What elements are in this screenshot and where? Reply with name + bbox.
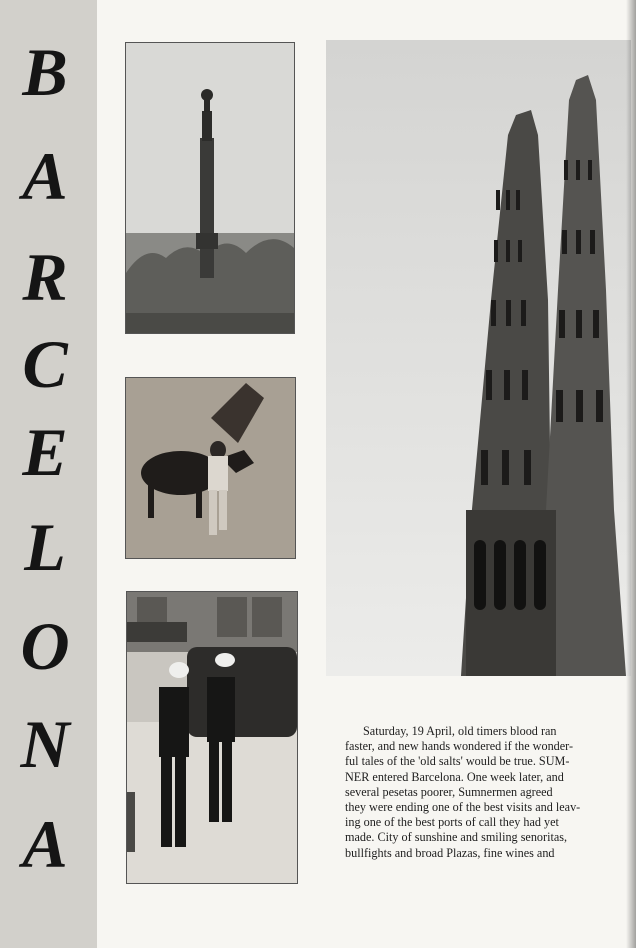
title-letter-c: C [22, 326, 68, 402]
body-line: several pesetas poorer, Sumnermen agreed [345, 784, 553, 799]
body-line: NER entered Barcelona. One week later, and [345, 769, 564, 784]
body-line: made. City of sunshine and smiling senoritas, [345, 830, 568, 845]
page-edge-shadow [626, 0, 636, 948]
article-body [345, 724, 629, 861]
columbus-monument-photo [125, 42, 295, 334]
title-letter-b: B [22, 34, 68, 110]
body-line: ful tales of the 'old salts' would be true. SUM- [345, 754, 570, 769]
body-line: faster, and new hands wondered if the wonder- [345, 739, 574, 754]
body-line: ing one of the best ports of call they had yet [345, 815, 559, 830]
title-letter-e: E [22, 414, 68, 490]
body-line: bullfights and broad Plazas, fine wines and [345, 845, 555, 860]
sailors-street-photo [126, 591, 298, 884]
title-letter-a: A [22, 138, 68, 214]
title-letter-l: L [24, 509, 66, 585]
body-line: they were ending one of the best visits and leav- [345, 800, 581, 815]
title-letter-r: R [22, 239, 68, 315]
bullfight-photo [125, 377, 296, 559]
sagrada-familia-photo [326, 40, 631, 676]
title-letter-n: N [20, 706, 70, 782]
title-letter-o: O [20, 608, 70, 684]
body-line: Saturday, 19 April, old timers blood ran [363, 724, 557, 738]
title-letter-a2: A [22, 806, 68, 882]
